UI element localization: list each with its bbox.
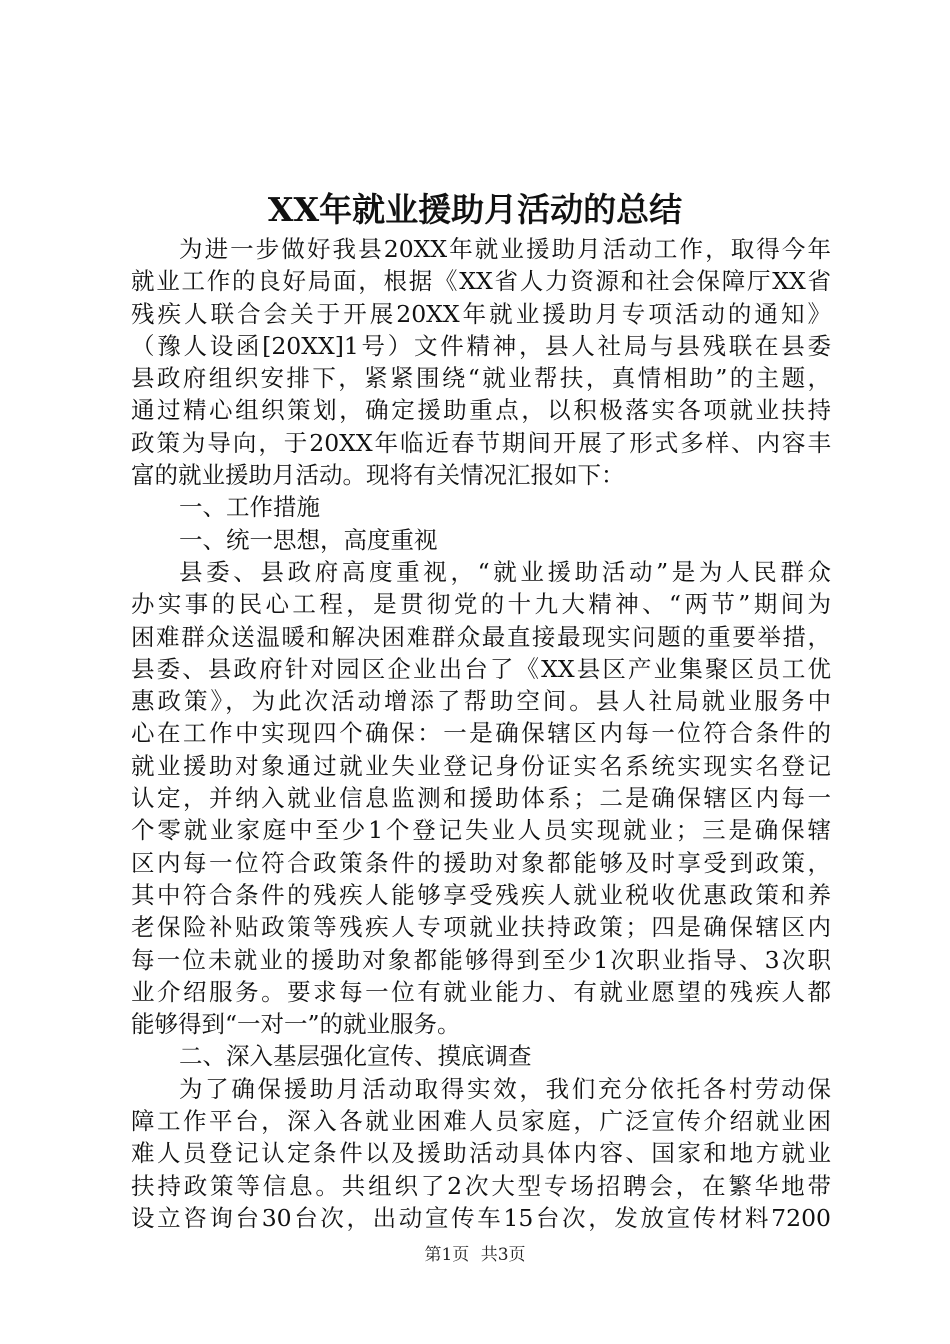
body-line: 设立咨询台30台次，出动宣传车15台次，发放宣传材料7200 xyxy=(131,1203,831,1232)
body-line: 就业援助对象通过就业失业登记身份证实名系统实现实名登记 xyxy=(131,751,831,780)
body-line: 富的就业援助月活动。现将有关情况汇报如下： xyxy=(131,461,625,490)
section-heading: 一、工作措施 xyxy=(179,493,320,522)
body-line: 困难群众送温暖和解决困难群众最直接最现实问题的重要举措， xyxy=(131,622,831,651)
body-line: 残疾人联合会关于开展20XX年就业援助月专项活动的通知》 xyxy=(131,299,831,328)
document-title: XX年就业援助月活动的总结 xyxy=(267,190,683,229)
page-footer xyxy=(0,1243,950,1267)
body-line: 心在工作中实现四个确保：一是确保辖区内每一位符合条件的 xyxy=(131,719,831,748)
body-line: 办实事的民心工程，是贯彻党的十九大精神、“两节”期间为 xyxy=(131,590,831,619)
body-line: 其中符合条件的残疾人能够享受残疾人就业税收优惠政策和养 xyxy=(131,880,831,909)
body-line: 政策为导向，于20XX年临近春节期间开展了形式多样、内容丰 xyxy=(131,428,831,457)
body-line: 就业工作的良好局面，根据《XX省人力资源和社会保障厅XX省 xyxy=(131,267,831,296)
body-line: 难人员登记认定条件以及援助活动具体内容、国家和地方就业 xyxy=(131,1139,831,1168)
body-line: 业介绍服务。要求每一位有就业能力、有就业愿望的残疾人都 xyxy=(131,977,831,1006)
document-body xyxy=(131,233,831,1234)
body-line: 每一位未就业的援助对象都能够得到至少1次职业指导、3次职 xyxy=(131,945,831,974)
body-line: 为了确保援助月活动取得实效，我们充分依托各村劳动保 xyxy=(179,1074,831,1103)
body-line: 为进一步做好我县20XX年就业援助月活动工作，取得今年 xyxy=(179,235,831,263)
body-line: 县政府组织安排下，紧紧围绕“就业帮扶，真情相助”的主题， xyxy=(131,364,831,393)
section-heading: 一、统一思想，高度重视 xyxy=(179,525,438,554)
body-line: 障工作平台，深入各就业困难人员家庭，广泛宣传介绍就业困 xyxy=(131,1107,831,1136)
body-line: 县委、县政府针对园区企业出台了《XX县区产业集聚区员工优 xyxy=(131,654,831,683)
body-line: （豫人设函[20XX]1号）文件精神，县人社局与县残联在县委 xyxy=(131,331,831,360)
body-line: 惠政策》，为此次活动增添了帮助空间。县人社局就业服务中 xyxy=(131,687,831,716)
body-line: 区内每一位符合政策条件的援助对象都能够及时享受到政策， xyxy=(131,848,831,877)
body-line: 县委、县政府高度重视，“就业援助活动”是为人民群众 xyxy=(179,557,831,586)
body-line: 扶持政策等信息。共组织了2次大型专场招聘会，在繁华地带 xyxy=(131,1171,831,1200)
section-heading: 二、深入基层强化宣传、摸底调查 xyxy=(179,1042,532,1071)
body-line: 能够得到“一对一”的就业服务。 xyxy=(131,1010,461,1039)
page-total: 共3页 xyxy=(480,1245,526,1265)
body-line: 认定，并纳入就业信息监测和援助体系；二是确保辖区内每一 xyxy=(131,784,831,813)
page-number: 第1页 xyxy=(424,1245,470,1265)
body-line: 老保险补贴政策等残疾人专项就业扶持政策；四是确保辖区内 xyxy=(131,913,831,942)
body-line: 通过精心组织策划，确定援助重点，以积极落实各项就业扶持 xyxy=(131,396,831,425)
body-line: 个零就业家庭中至少1个登记失业人员实现就业；三是确保辖 xyxy=(131,816,831,845)
